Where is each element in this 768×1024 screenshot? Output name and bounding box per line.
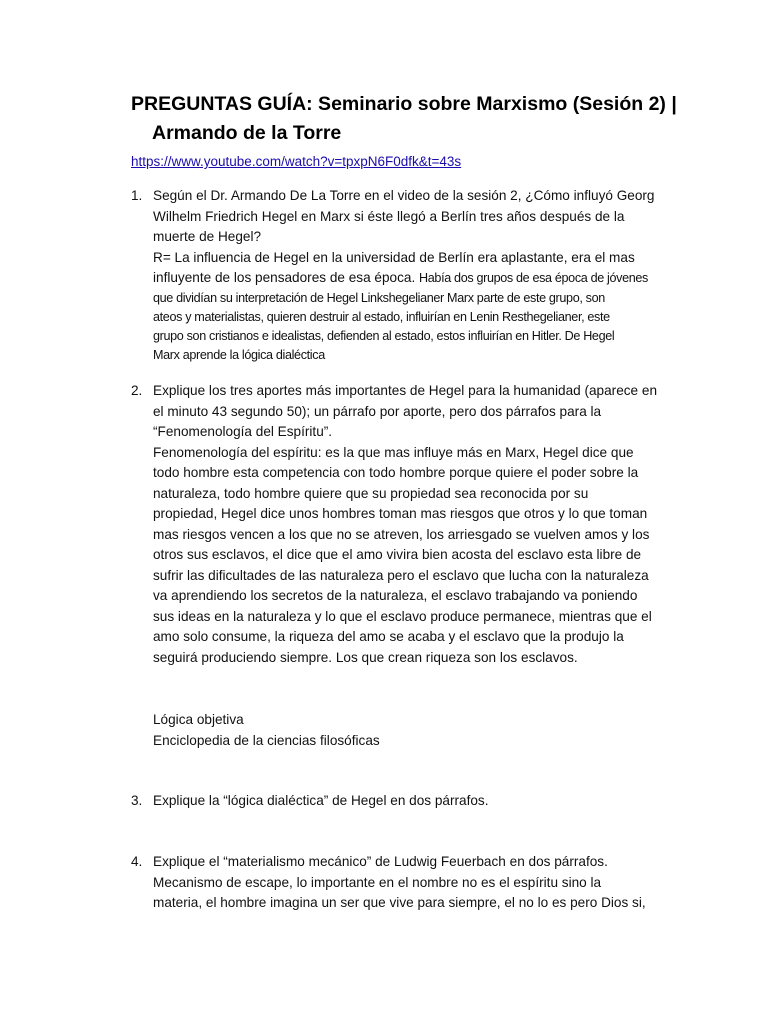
- text-segment-condensed: Había dos grupos de esa época de jóvenes: [419, 271, 648, 285]
- text-line: Explique los tres aportes más importantes de Hegel para la humanidad (aparece en: [153, 383, 658, 398]
- text-line: el minuto 43 segundo 50); un párrafo por aporte, pero dos párrafos para la: [153, 403, 602, 419]
- text-line: sufrir las dificultades de las naturaleza pero el esclavo que lucha con la naturaleza: [153, 567, 649, 583]
- text-line: Wilhelm Friedrich Hegel en Marx si éste llegó a Berlín tres años después de la: [153, 208, 625, 224]
- question-2: [131, 381, 751, 668]
- question-body: [153, 381, 751, 668]
- question-body: [153, 791, 751, 812]
- text-line: sus ideas en la naturaleza y lo que el esclavo produce permanece, mientras que el: [153, 608, 652, 624]
- text-line: seguirá produciendo siempre. Los que crean riqueza son los esclavos.: [153, 649, 578, 665]
- text-line: Explique la “lógica dialéctica” de Hegel en dos párrafos.: [153, 793, 489, 808]
- question-body: [153, 186, 751, 365]
- text-line: R= La influencia de Hegel en la universidad de Berlín era aplastante, era el mas: [153, 249, 635, 265]
- text-line: Según el Dr. Armando De La Torre en el video de la sesión 2, ¿Cómo influyó Georg: [153, 188, 655, 203]
- question-4: [131, 852, 751, 914]
- text-line: va aprendiendo los secretos de la naturaleza, el esclavo trabajando va poniendo: [153, 588, 638, 603]
- text-line-condensed: que dividían su interpretación de Hegel Linkshegelianer Marx parte de este grupo, son: [153, 290, 605, 305]
- extra-notes: [153, 710, 380, 751]
- text-line-condensed: grupo son cristianos e idealistas, defienden al estado, estos influirían en Hitler. De Hegel: [153, 328, 615, 343]
- text-line: todo hombre esta competencia con todo hombre porque quiere el poder sobre la: [153, 465, 639, 480]
- question-number: 4.: [131, 854, 143, 869]
- title-line-1: PREGUNTAS GUÍA: Seminario sobre Marxismo (Sesión 2) |: [131, 93, 677, 115]
- title-line-2: Armando de la Torre: [152, 122, 342, 144]
- question-number: 2.: [131, 383, 143, 398]
- text-line-condensed: Marx aprende la lógica dialéctica: [153, 347, 325, 362]
- youtube-link[interactable]: https://www.youtube.com/watch?v=tpxpN6F0dfk&t=43s: [131, 154, 462, 169]
- text-line: propiedad, Hegel dice unos hombres toman mas riesgos que otros y lo que toman: [153, 506, 648, 521]
- text-line: materia, el hombre imagina un ser que vive para siempre, el no lo es pero Dios si,: [153, 895, 646, 910]
- question-number: 3.: [131, 793, 143, 808]
- text-line: Lógica objetiva: [153, 712, 244, 727]
- text-line: [153, 268, 751, 289]
- text-line: Mecanismo de escape, lo importante en el nombre no es el espíritu sino la: [153, 874, 602, 890]
- text-line: muerte de Hegel?: [153, 229, 262, 244]
- question-body: [153, 852, 751, 914]
- question-number: 1.: [131, 188, 143, 203]
- text-segment: influyente de los pensadores de esa época.: [153, 270, 416, 285]
- text-line: Enciclopedia de la ciencias filosóficas: [153, 732, 380, 748]
- text-line-condensed: ateos y materialistas, quieren destruir al estado, influirían en Lenin Resthegelianer, este: [153, 309, 610, 324]
- text-line: mas riesgos vencen a los que no se atreven, los arriesgado se vuelven amos y los: [153, 526, 650, 542]
- question-3: [131, 791, 751, 812]
- text-line: Explique el “materialismo mecánico” de Ludwig Feuerbach en dos párrafos.: [153, 854, 608, 869]
- question-1: [131, 186, 751, 365]
- page-title: [131, 90, 751, 148]
- text-line: Fenomenología del espíritu: es la que mas influye más en Marx, Hegel dice que: [153, 444, 634, 460]
- text-line: “Fenomenología del Espíritu”.: [153, 424, 333, 439]
- text-line: otros sus esclavos, el dice que el amo vivira bien acosta del esclavo esta libre de: [153, 547, 642, 562]
- text-line: naturaleza, todo hombre quiere que su propiedad sea reconocida por su: [153, 485, 589, 501]
- text-line: amo solo consume, la riqueza del amo se acaba y el esclavo que la produjo la: [153, 629, 624, 644]
